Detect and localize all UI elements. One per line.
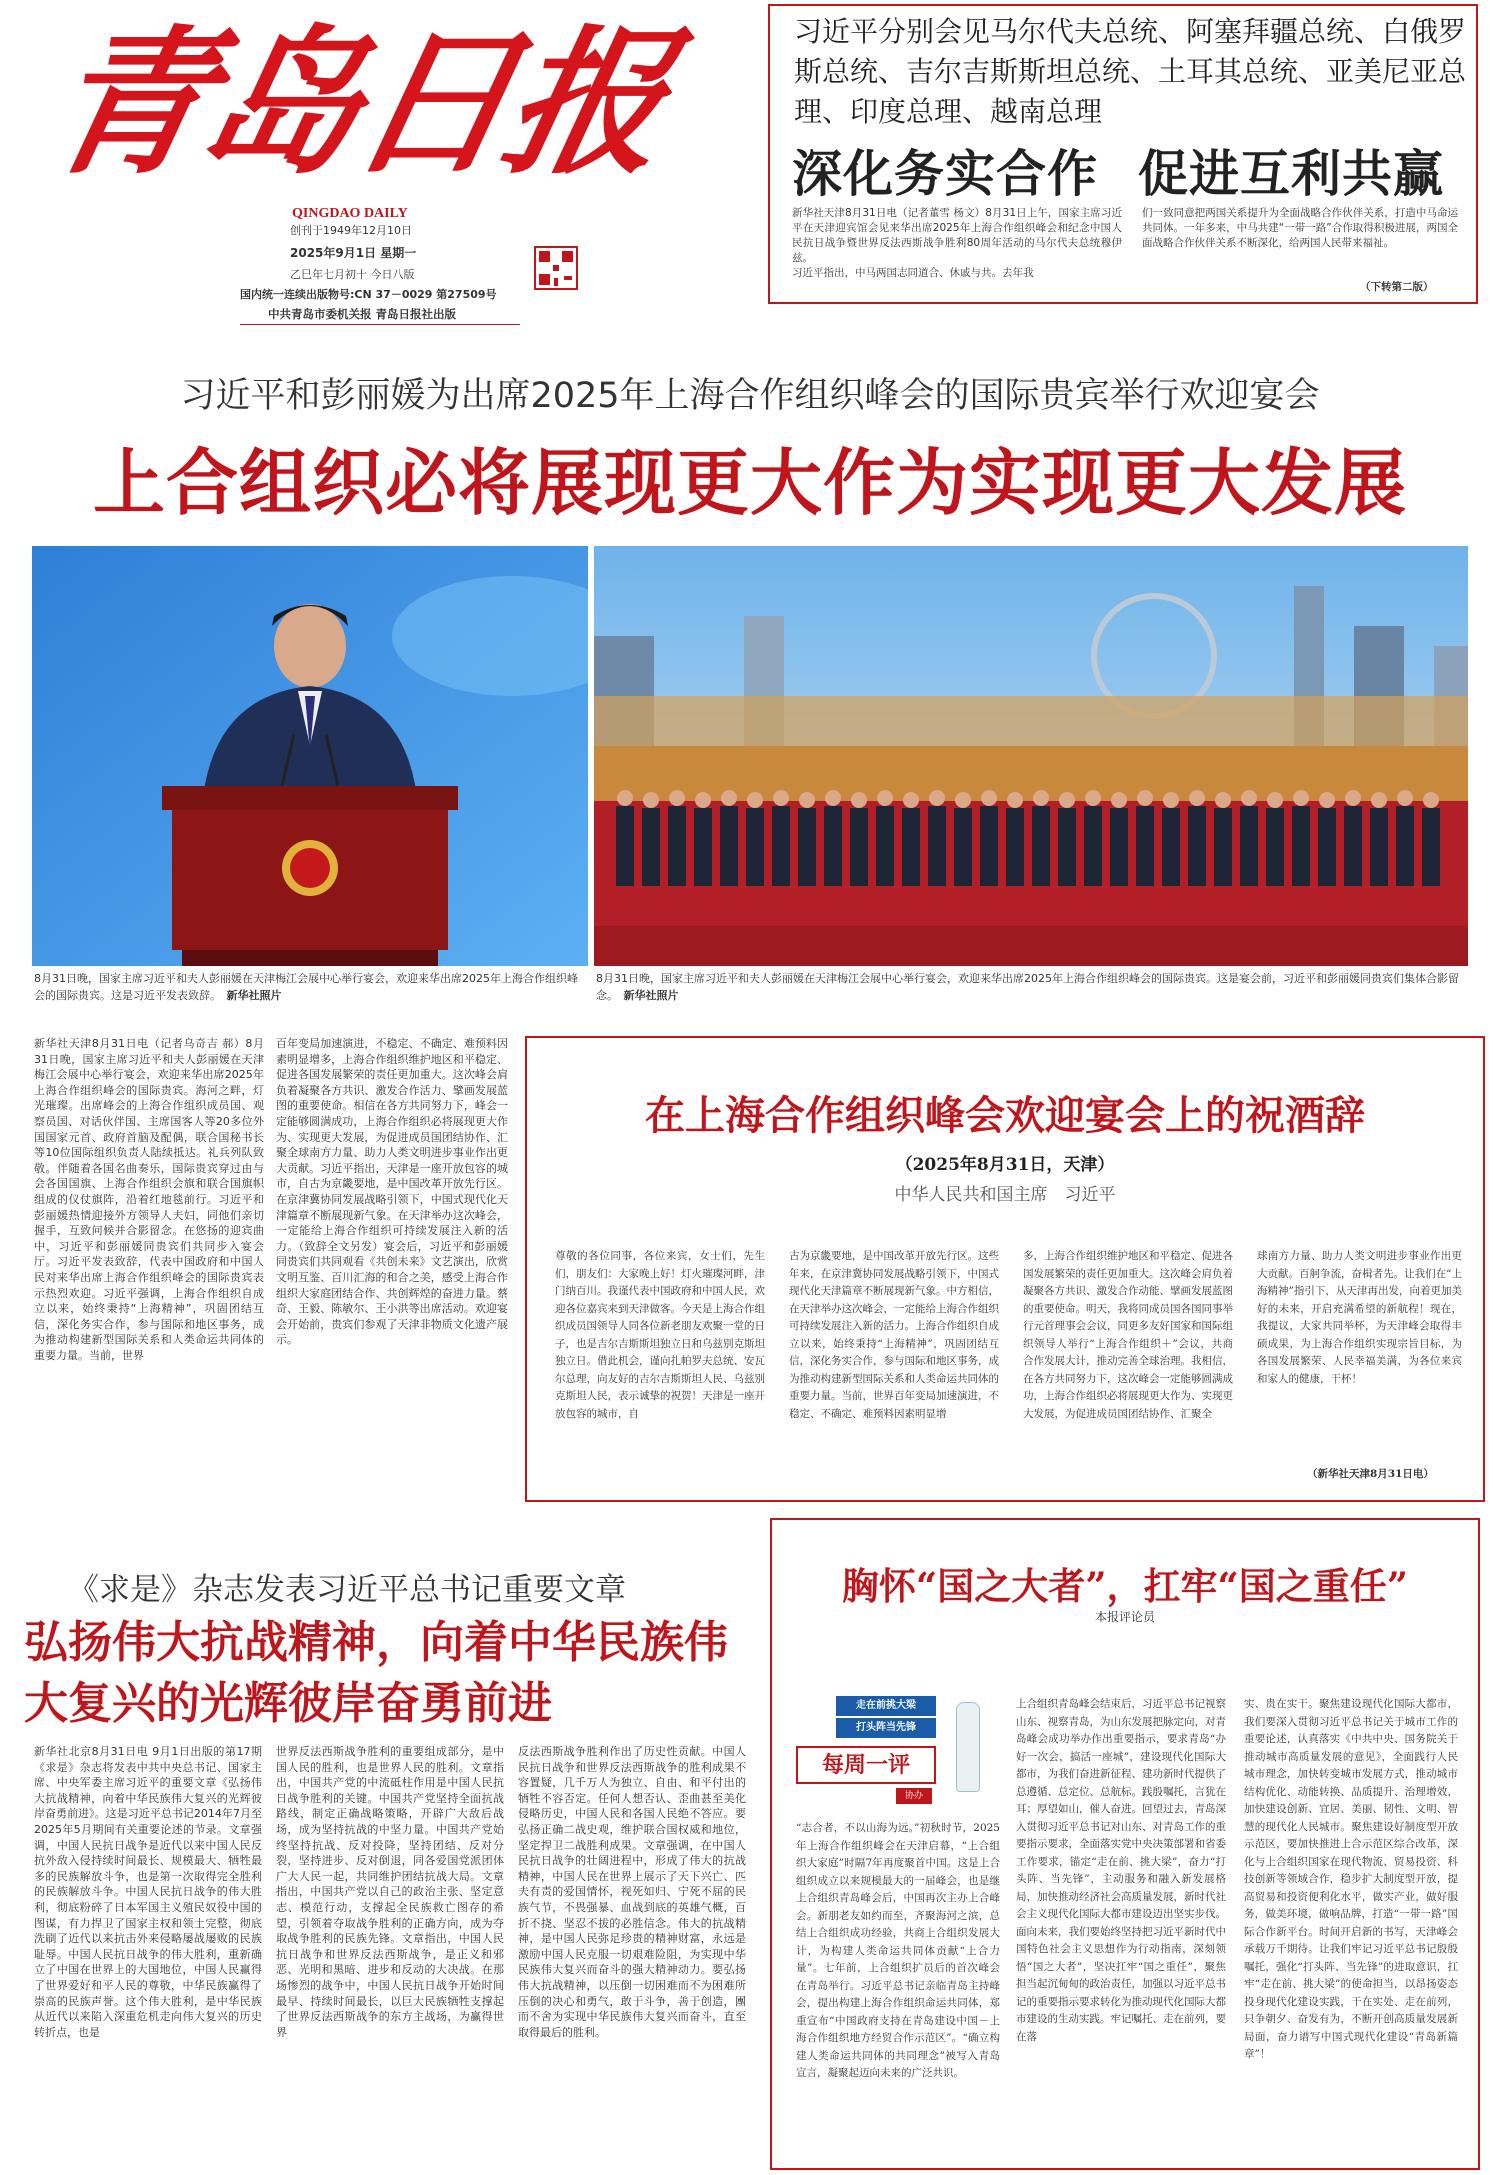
commentary-title: 胸怀“国之大者”，扛牢“国之重任” (841, 1564, 1409, 1608)
photo-speech (32, 546, 588, 966)
photo-group (594, 546, 1468, 966)
top-story-box (768, 4, 1478, 304)
top-story-title-part2: 促进互利共赢 (1138, 144, 1444, 203)
badge-tag: 协办 (896, 1788, 932, 1804)
badge-top-label: 走在前挑大梁 (836, 1696, 936, 1716)
qr-code-icon (534, 246, 578, 290)
top-story-title (792, 134, 1472, 206)
top-story-col2: 们一致同意把两国关系提升为全面战略合作伙伴关系，打造中马命运共同体。一年多来，中马共建“一带一路”合作取得积极进展，两国全面战略合作伙伴关系不断深化，给两国人民带来福祉。 (1142, 207, 1458, 249)
toast-title: 在上海合作组织峰会欢迎宴会上的祝酒辞 (645, 1092, 1365, 1139)
qiushi-col3: 反法西斯战争胜利作出了历史性贡献。中国人民抗日战争和世界反法西斯战争的胜利成果不容置疑，几千万人为独立、自由、和平付出的牺牲不容否定。任何人想否认、歪曲甚至美化侵略历史，中国人民和各国人民绝不答应。要弘扬正确二战史观，维护联合国权威和地位，坚定捍卫二战胜利成果。文章强调，在中国人民抗日战争的壮阔进程中，形成了伟大的抗战精神，中国人民在世界上展示了天下兴亡、匹夫有责的爱国情怀，视死如归、宁死不屈的民族气节，不畏强暴、血战到底的英雄气概，百折不挠、坚忍不拔的必胜信念。伟大的抗战精神，是中国人民弥足珍贵的精神财富，永远是激励中国人民克服一切艰难险阻，为实现中华民族伟大复兴而奋斗的强大精神动力。要弘扬伟大抗战精神，以压倒一切困难而不为困难所压倒的决心和勇气，敢于斗争，善于创造，團而不舍为实现中华民族伟大复兴而奋斗，直至取得最后的胜利。 (518, 1745, 746, 2039)
toast-col1: 尊敬的各位同事，各位来宾，女士们，先生们，朋友们：大家晚上好！灯火璀璨河畔，津门纳百川。我谨代表中国政府和中国人民，欢迎各位嘉宾来到天津做客。今天是上海合作组织成员国领导人同各位新老朋友欢聚一堂的日子，也是吉尔吉斯斯坦独立日和乌兹别克斯坦独立日。借此机会，谨向扎帕罗夫总统、安瓦尔总理，向友好的吉尔吉斯斯坦人民、乌兹别克斯坦人民，表示诚挚的祝贺！天津是一座开放包容的城市，自 (555, 1250, 765, 1420)
lunar-date: 乙巳年七月初十 今日八版 (290, 268, 415, 281)
bottle-icon (956, 1702, 980, 1792)
logo-english: QINGDAO DAILY (292, 206, 408, 221)
photo-group-caption: 8月31日晚，国家主席习近平和夫人彭丽媛在天津梅江会展中心举行宴会，欢迎来华出席2025年上海合作组织峰会的国际贵宾。这是宴会前，习近平和彭丽媛同贵宾们集体合影留念。 新华社照片 (596, 972, 1459, 1002)
commentary-col2: 上合组织青岛峰会结束后，习近平总书记视察山东、视察青岛，为山东发展把脉定向，对青岛峰会成功举办作出重要指示，要求青岛“办好一次会，搞活一座城”，建设现代化国际大都市，为我们奋进新征程、建功新时代提供了总遵循、总定位、总航标。践殷嘱托，言犹在耳；厚望如山，催人奋进。回望过去，青岛深入贯彻习近平总书记对山东、对青岛工作的重要指示要求，全面落实党中央决策部署和省委工作要求，锚定“走在前、挑大梁”，奋力“打头阵、当先锋”，主动服务和融入新发展格局，加快推动经济社会高质量发展，新时代社会主义现代化国际大都市建设迈出坚实步伐。面向未来，我们要始终坚持把习近平新时代中国特色社会主义思想作为行动指南，深刻领悟“国之大者”，坚决扛牢“国之重任”，聚焦担当起沉甸甸的政治责任，加强以习近平总书记的重要指示要求转化为推动现代化国际大都市建设的生动实践。牢记嘱托、走在前列，要在落 (1016, 1698, 1226, 2043)
top-story-title-part1: 深化务实合作 (792, 144, 1098, 203)
banquet-story-col2: 百年变局加速演进，不稳定、不确定、难预料因素明显增多，上海合作组织维护地区和平稳定、促进各国发展繁荣的责任更加重大。这次峰会肩负着凝聚各方共识、激发合作活力、擘画发展蓝图的重要使命。相信在各方共同努力下，峰会一定能够圆满成功，上海合作组织必将展现更大作为、实现更大发展，为促进成员国团结协作、汇聚全球南方力量、助力人类文明进步事业作出更大贡献。习近平指出，天津是一座开放包容的城市，自古为京畿要地，是中国改革开放先行区。在京津冀协同发展战略引领下，中国式现代化天津篇章不断展现新气象。在天津举办这次峰会，一定能给上海合作组织可持续发展注入新的活力。（致辞全文另发）宴会后，习近平和彭丽媛同贵宾们共同观看《共创未来》文艺演出，欣赏文明互鉴、百川汇海的和合之美，感受上海合作组织大家庭团结合作、共创辉煌的奋进力量。蔡奇、王毅、陈敏尔、王小洪等出席活动。欢迎宴会开始前，贵宾们参观了天津非物质文化遗产展示。 (276, 1037, 508, 1347)
photo-speech-caption: 8月31日晚，国家主席习近平和夫人彭丽媛在天津梅江会展中心举行宴会，欢迎来华出席2025年上海合作组织峰会的国际贵宾。这是习近平发表致辞。 新华社照片 (34, 972, 578, 1002)
masthead-rule (240, 324, 520, 325)
badge-mid-label: 打头阵当先锋 (836, 1718, 936, 1738)
banner-headline: 上合组织必将展现更大作为实现更大发展 (92, 440, 1407, 525)
toast-credit: （新华社天津8月31日电） (1307, 1468, 1434, 1480)
newspaper-logo (32, 4, 680, 204)
top-story-col1: 新华社天津8月31日电（记者董雪 杨文）8月31日上午，国家主席习近平在天津迎宾馆会见来华出席2025年上海合作组织峰会和纪念中国人民抗日战争暨世界反法西斯战争胜利80周年活动的马尔代夫总统穆伊兹。 习近平指出，中马两国志同道合、休戚与共。去年我 (792, 207, 1122, 279)
toast-date: （2025年8月31日，天津） (895, 1155, 1115, 1175)
founded-date: 创刊于1949年12月10日 (290, 224, 412, 237)
qiushi-col2: 世界反法西斯战争胜利的重要组成部分，是中国人民的胜利，也是世界人民的胜利。文章指出，中国共产党的中流砥柱作用是中国人民抗日战争胜利的关键。中国共产党坚持全面抗战路线，制定正确战略策略，开辟广大敌后战场，成为坚持抗战的中坚力量。中国共产党始终坚持抗战、反对投降，坚持团结、反对分裂，坚持进步、反对倒退，同各爱国党派团体广大人民一起，共同维护团结抗战大局。文章指出，中国共产党以自己的政治主张、坚定意志、模范行动，支撑起全民族救亡图存的希望，引领着夺取战争胜利的正确方向，成为夺取战争胜利的民族先锋。文章指出，中国人民抗日战争和世界反法西斯战争，是正义和邪恶、光明和黑暗、进步和反动的大决战。在那场惨烈的战争中，中国人民抗日战争开始时间最早、持续时间最长，以巨大民族牺牲支撑起了世界反法西斯战争的东方主战场，为赢得世界 (276, 1745, 504, 2039)
publisher-line: 中共青岛市委机关报 青岛日报社出版 (268, 307, 457, 321)
banner-subhead: 习近平和彭丽媛为出席2025年上海合作组织峰会的国际贵宾举行欢迎宴会 (180, 376, 1320, 416)
toast-author: 中华人民共和国主席 习近平 (894, 1185, 1116, 1205)
serial-number: 国内统一连续出版物号:CN 37－0029 第27509号 (240, 288, 497, 301)
badge-main-label: 每周一评 (796, 1746, 936, 1784)
top-story-jump: （下转第二版） (1360, 281, 1434, 293)
toast-speech-box (525, 1036, 1485, 1502)
commentary-col1: “志合者，不以山海为远。”初秋时节，2025年上海合作组织峰会在天津启幕，“上合组织大家庭”时隔7年再度聚首中国。这是上合组织成立以来规模最大的一届峰会，也是继上合组织青岛峰会后，中国再次主办上合峰会。新朋老友如约而至，齐聚海河之滨，总结上合组织成功经验，共商上合组织发展大计，为构建人类命运共同体贡献“上合力量”。七年前，上合组织扩员后的首次峰会在青岛举行。习近平总书记亲临青岛主持峰会，提出构建上海合作组织命运共同体，郑重宣布“中国政府支持在青岛建设中国－上海合作组织地方经贸合作示范区”。“确立构建人类命运共同体的共同理念”被写入青岛宣言，凝聚起迈向未来的广泛共识。 (796, 1822, 1000, 2079)
banquet-story-col1: 新华社天津8月31日电（记者乌奇吉 郝）8月31日晚，国家主席习近平和夫人彭丽媛在天津梅江会展中心举行宴会，欢迎来华出席2025年上海合作组织峰会的国际贵宾。海河之畔，灯光璀璨。出席峰会的上海合作组织成员国、观察员国、对话伙伴国、主席国客人等20多位外国国家元首、政府首脑及配偶，联合国秘书长等10位国际组织负责人陆续抵达。礼兵列队致敬。伴随着各国名曲奏乐，国际贵宾穿过由与会各国国旗、上海合作组织会旗和联合国旗帜组成的仪仗旗阵，沿着红地毯前行。习近平和彭丽媛热情迎接外方领导人夫妇，同他们亲切握手，互致问候并合影留念。在悠扬的迎宾曲中，习近平和彭丽媛同贵宾们共同步入宴会厅。习近平发表致辞，代表中国政府和中国人民对来华出席上海合作组织峰会的国际贵宾表示热烈欢迎。习近平强调，上海合作组织自成立以来，始终秉持“上海精神”，巩固团结互信，深化务实合作，参与国际和地区事务，成为推动构建新型国际关系和人类命运共同体的重要力量。当前，世界 (34, 1037, 264, 1362)
logo-text: 青岛日报 (32, 11, 680, 196)
qiushi-title: 弘扬伟大抗战精神，向着中华民族伟大复兴的光辉彼岸奋勇前进 (24, 1617, 728, 1729)
commentary-box (770, 1518, 1480, 2170)
weekly-review-badge (796, 1696, 992, 1806)
top-story-kicker: 习近平分别会见马尔代夫总统、阿塞拜疆总统、白俄罗斯总统、吉尔吉斯斯坦总统、土耳其总统、亚美尼亚总理、印度总理、越南总理 (794, 15, 1467, 128)
qiushi-kicker: 《求是》杂志发表习近平总书记重要文章 (68, 1572, 626, 1608)
toast-col2: 古为京畿要地，是中国改革开放先行区。这些年来，在京津冀协同发展战略引领下，中国式现代化天津篇章不断展现新气象。中方相信，在天津举办这次峰会，一定能给上海合作组织可持续发展注入新的活力。上海合作组织自成立以来，始终秉持“上海精神”，巩固团结互信，深化务实合作，参与国际和地区事务，成为推动构建新型国际关系和人类命运共同体的重要力量。当前，世界百年变局加速演进，不稳定、不确定、难预料因素明显增 (789, 1250, 999, 1420)
issue-date: 2025年9月1日 星期一 (290, 246, 417, 260)
toast-col3: 多，上海合作组织维护地区和平稳定、促进各国发展繁荣的责任更加重大。这次峰会肩负着凝聚各方共识、激发合作动能、擘画发展蓝图的重要使命。明天，我将同成员国各国同事举行元首理事会会议，同更多友好国家和国际组织领导人举行“上海合作组织＋”会议，共商合作发展大计，推动完善全球治理。我相信，在各方共同努力下，这次峰会一定能够圆满成功，上海合作组织必将展现更大作为、实现更大发展，为促进成员国团结协作、汇聚全 (1023, 1250, 1233, 1420)
qiushi-col1: 新华社北京8月31日电 9月1日出版的第17期《求是》杂志将发表中共中央总书记、国家主席、中央军委主席习近平的重要文章《弘扬伟大抗战精神，向着中华民族伟大复兴的光辉彼岸奋勇前进》。这是习近平总书记2014年7月至2025年5月期间有关重要论述的节录。文章强调，中国人民抗日战争是近代以来中国人民反抗外敌入侵持续时间最长、规模最大、牺牲最多的民族解放斗争，也是第一次取得完全胜利的民族解放斗争。中国人民抗日战争的伟大胜利，彻底粉碎了日本军国主义殖民奴役中国的图谋，有力捍卫了国家主权和领土完整，彻底洗刷了近代以来抗击外来侵略屡战屡败的民族耻辱。中国人民抗日战争的伟大胜利，重新确立了中国在世界上的大国地位，中国人民赢得了世界爱好和平人民的尊敬，中华民族赢得了崇高的民族声誉。这个伟大胜利，是中华民族从近代以来陷入深重危机走向伟大复兴的历史转折点，也是 (34, 1745, 262, 2039)
commentary-col3: 实、贵在实干。聚焦建设现代化国际大都市，我们要深入贯彻习近平总书记关于城市工作的重要论述，认真落实《中共中央、国务院关于推动城市高质量发展的意见》，全面践行人民城市理念，加快转变城市发展方式，推动城市结构优化、动能转换、品质提升、治理增效，加快建设创新、宜居、美丽、韧性、文明、智慧的现代化人民城市。聚焦建设好制度型开放示范区，要加快推进上合示范区综合改革，深化与上合组织国家在现代物流、贸易投资、科技创新等领域合作，稳步扩大制度型开放，提高贸易和投资便利化水平，做实产业，做好服务，做美环境，做响品牌，打造“一带一路”国际合作新平台。时间开启新的书写，天津峰会承载万千期待。让我们牢记习近平总书记殷殷嘱托，强化“打头阵、当先锋”的进取意识，扛牢“走在前、挑大梁”的使命担当，以昂扬姿态投身现代化建设实践，干在实处、走在前列，只争朝夕、奋发有为，不断开创高质量发展新局面，奋力谱写中国式现代化建设“青岛新篇章”！ (1244, 1698, 1458, 2060)
toast-col4: 球南方力量、助力人类文明进步事业作出更大贡献。百舸争流，奋楫者先。让我们在“上海精神”指引下，从天津再出发，向着更加美好的未来，开启充满希望的新航程！现在，我提议，大家共同举杯，为天津峰会取得丰硕成果，为上海合作组织实现宗旨目标，为各国发展繁荣、人民幸福美满，为各位来宾和家人的健康，干杯！ (1257, 1250, 1462, 1385)
commentary-author: 本报评论员 (1094, 1610, 1155, 1624)
